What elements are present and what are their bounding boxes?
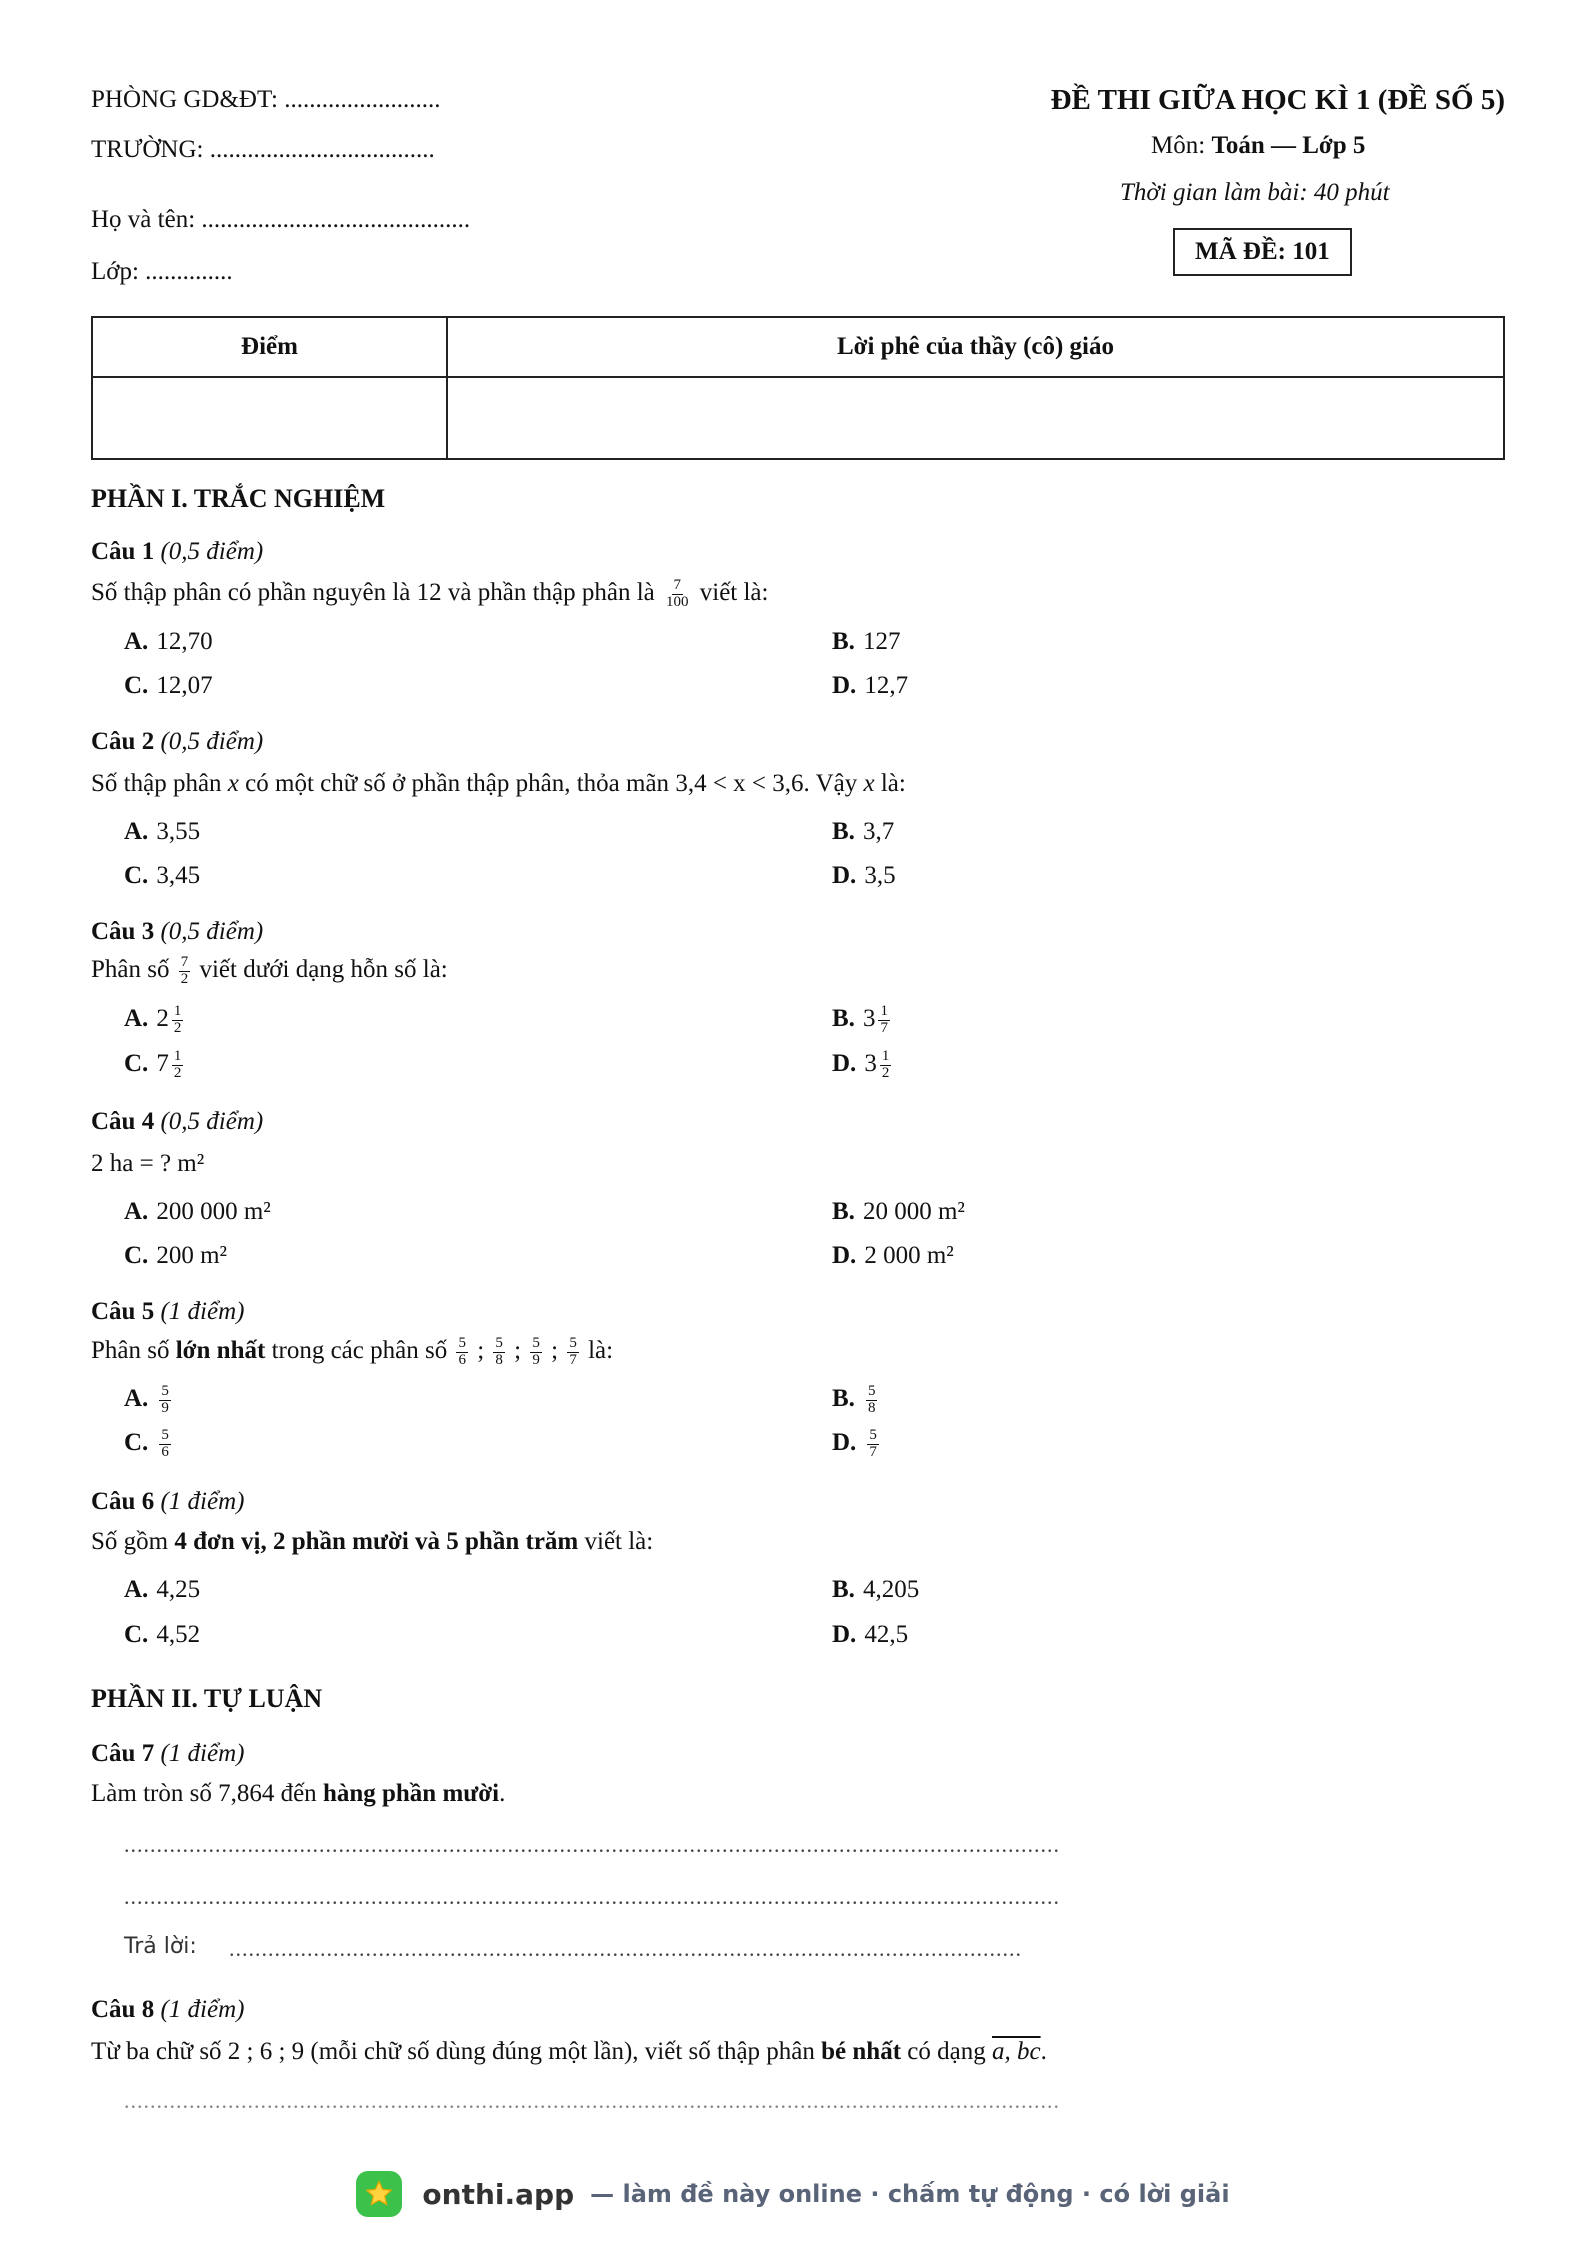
q5-heading: Câu 5 (1 điểm) [91,1298,245,1325]
q5-option-c: C. $\frac{5}{6}$ [124,1427,169,1460]
footer-banner[interactable] [0,2168,1586,2220]
q7-heading: Câu 7 (1 điểm) [91,1740,245,1767]
number-to-round: 7,864 [218,1780,275,1807]
score-header: Điểm [92,317,447,377]
q6-option-c: C. 4,52 [124,1621,201,1648]
star-icon [356,2171,402,2217]
comment-header: Lời phê của thầy (cô) giáo [447,317,1504,377]
part2-title: PHẦN II. TỰ LUẬN [91,1684,323,1713]
number-form: a, bc [991,2038,1041,2065]
score-cell [92,377,447,459]
q4-option-c: C. 200 m² [124,1242,228,1269]
comment-cell [447,377,1504,459]
q1-text: Số thập phân có phần nguyên là 12 và phần thập phân là $\frac{7}{100}$ viết là: [91,577,769,610]
q3-text: Phân số $\frac{7}{2}$ viết dưới dạng hỗn số là: [91,954,448,987]
q4-option-b: B. 20 000 m² [832,1198,965,1225]
q2-option-c: C. 3,45 [124,862,201,889]
department-field: PHÒNG GD&ĐT: ......................... [91,86,441,113]
answer-line[interactable]: ................................................................................................................................................ [124,1884,1060,1909]
answer-prompt: Trả lời: [124,1934,197,1959]
brand-name[interactable]: onthi.app [422,2177,575,2211]
q3-option-a: A. 2 $\frac{1}{2}$ [124,1003,182,1036]
q1-option-d: D. 12,7 [832,672,909,699]
q1-option-a: A. 12,70 [124,628,213,655]
exam-page [91,0,1505,2244]
q3-option-c: C. 7 $\frac{1}{2}$ [124,1048,182,1081]
q6-option-d: D. 42,5 [832,1621,909,1648]
q1-option-c: C. 12,07 [124,672,213,699]
q5-option-a: A. $\frac{5}{9}$ [124,1383,169,1416]
q4-option-d: D. 2 000 m² [832,1242,954,1269]
class-field: Lớp: .............. [91,258,233,285]
q5-option-b: B. $\frac{5}{8}$ [832,1383,876,1416]
inequality: 3,4 < x < 3,6 [675,770,804,797]
q5-text: Phân số lớn nhất trong các phân số $\frac{5}{6}$ ; $\frac{5}{8}$ ; $\frac{5}{9}$ ; $\frac{5}{7}$ là: [91,1335,614,1368]
q2-option-b: B. 3,7 [832,818,895,845]
q8-text: Từ ba chữ số 2 ; 6 ; 9 (mỗi chữ số dùng đúng một lần), viết số thập phân bé nhất có dạng a, bc. [91,2038,1047,2065]
exam-duration: Thời gian làm bài: 40 phút [1120,179,1390,206]
q6-option-a: A. 4,25 [124,1576,201,1603]
q6-option-b: B. 4,205 [832,1576,920,1603]
answer-input-line[interactable]: .......................................................................................................................... [229,1936,1022,1961]
score-table [91,316,1505,460]
q4-text: 2 ha = ? m² [91,1150,205,1177]
q2-text: Số thập phân x có một chữ số ở phần thập phân, thỏa mãn 3,4 < x < 3,6. Vậy x là: [91,770,906,797]
q3-option-d: D. 3 $\frac{1}{2}$ [832,1048,890,1081]
exam-code-box: MÃ ĐỀ: 101 [1173,228,1352,276]
exam-title: ĐỀ THI GIỮA HỌC KÌ 1 (ĐỀ SỐ 5) [1050,84,1505,116]
q3-option-b: B. 3 $\frac{1}{7}$ [832,1003,888,1036]
part1-title: PHẦN I. TRẮC NGHIỆM [91,484,386,513]
subject-value: Toán — Lớp 5 [1211,132,1366,159]
brand-tagline: — làm đề này online · chấm tự động · có lời giải [590,2180,1230,2208]
q4-heading: Câu 4 (0,5 điểm) [91,1108,264,1135]
q2-option-a: A. 3,55 [124,818,201,845]
student-name-field: Họ và tên: ........................................... [91,206,471,233]
q2-option-d: D. 3,5 [832,862,896,889]
q8-heading: Câu 8 (1 điểm) [91,1996,245,2023]
q2-heading: Câu 2 (0,5 điểm) [91,728,264,755]
school-field: TRƯỜNG: .................................... [91,136,435,163]
q1-heading: Câu 1 (0,5 điểm) [91,538,264,565]
q4-option-a: A. 200 000 m² [124,1198,271,1225]
answer-line[interactable]: ................................................................................................................................................ [124,2088,1060,2113]
subject-line: Môn: Toán — Lớp 5 [1151,132,1366,159]
q6-heading: Câu 6 (1 điểm) [91,1488,245,1515]
q7-text: Làm tròn số 7,864 đến hàng phần mười. [91,1780,506,1807]
q3-heading: Câu 3 (0,5 điểm) [91,918,264,945]
q1-option-b: B. 127 [832,628,901,655]
fraction: $\frac{7}{2}$ [180,954,189,987]
answer-line[interactable]: ................................................................................................................................................ [124,1832,1060,1857]
q6-text: Số gồm 4 đơn vị, 2 phần mười và 5 phần trăm viết là: [91,1528,654,1555]
q5-option-d: D. $\frac{5}{7}$ [832,1427,877,1460]
fraction: $\frac{7}{100}$ [666,577,689,610]
